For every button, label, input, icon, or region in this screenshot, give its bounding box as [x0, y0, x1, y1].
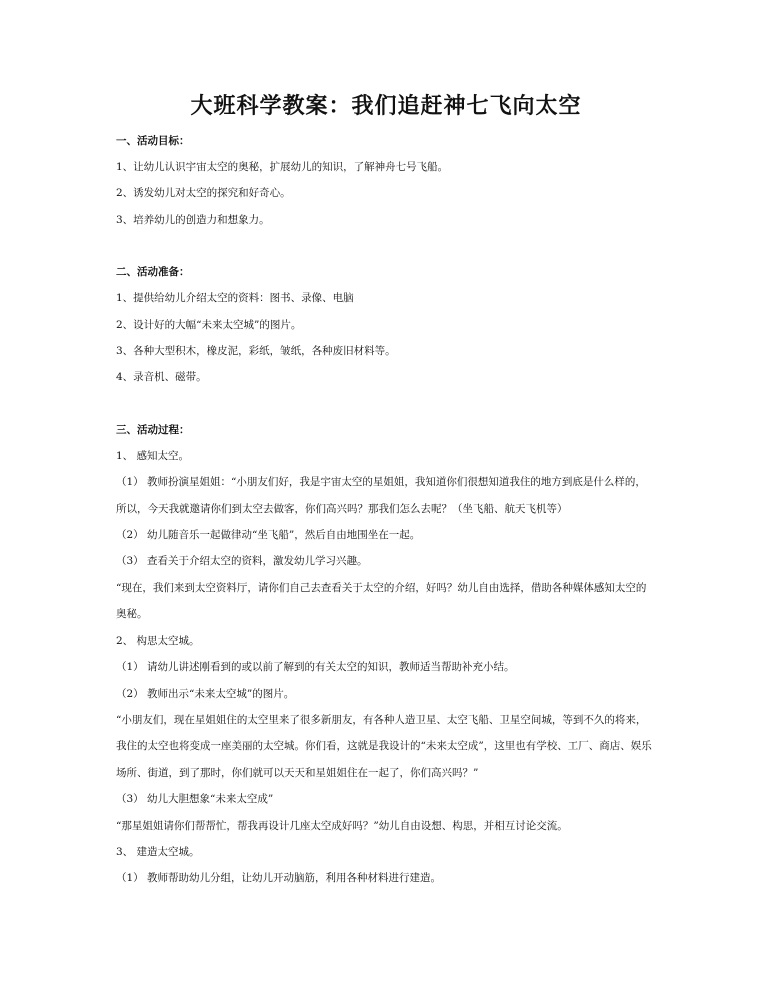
process-substep: （1） 教师帮助幼儿分组，让幼儿开动脑筋，利用各种材料进行建造。 — [116, 872, 442, 885]
process-substep: （2） 幼儿随音乐一起做律动“坐飞船”，然后自由地围坐在一起。 — [116, 529, 421, 542]
goal-item: 3、培养幼儿的创造力和想象力。 — [116, 213, 270, 226]
process-step: 3、 建造太空城。 — [116, 845, 200, 858]
process-step: 1、 感知太空。 — [116, 449, 190, 462]
process-substep: （1） 教师扮演星姐姐：“小朋友们好，我是宇宙太空的星姐姐，我知道你们很想知道我住的地方到底是什么样的，所以，今天我就邀请你们到太空去做客，你们高兴吗？那我们怎么去呢？（坐飞船、航天飞机等） — [116, 476, 646, 515]
process-substep: （2） 教师出示“未来太空城”的图片。 — [116, 687, 295, 700]
goal-item: 2、诱发幼儿对太空的探究和好奇心。 — [116, 187, 291, 200]
prep-item: 3、各种大型积木，橡皮泥，彩纸，皱纸，各种废旧材料等。 — [116, 345, 396, 358]
goal-item: 1、让幼儿认识宇宙太空的奥秘，扩展幼儿的知识，了解神舟七号飞船。 — [116, 161, 449, 173]
process-substep: （1） 请幼儿讲述刚看到的或以前了解到的有关太空的知识，教师适当帮助补充小结。 — [116, 661, 515, 674]
process-step: 2、 构思太空城。 — [116, 634, 200, 647]
prep-item: 2、设计好的大幅“未来太空城”的图片。 — [116, 318, 302, 331]
process-substep: （3） 查看关于介绍太空的资料，激发幼儿学习兴趣。 — [116, 555, 368, 568]
section-heading-goals: 一、活动目标： — [116, 135, 190, 147]
process-paragraph: “小朋友们，现在星姐姐住的太空里来了很多新朋友，有各种人造卫星、太空飞船、卫星空间城，等到不久的将来，我住的太空也将变成一座美丽的太空城。你们看，这就是我设计的“未来太空成”，这里也有学校、工厂、商店、娱乐场所、街道，到了那时，你们就可以天天和星姐姐住在一起了，你们高兴吗？” — [116, 713, 652, 779]
process-substep: （3） 幼儿大胆想象“未来太空成” — [116, 793, 274, 806]
section-heading-process: 三、活动过程： — [116, 423, 190, 436]
process-paragraph: “现在，我们来到太空资料厅，请你们自己去查看关于太空的介绍，好吗？幼儿自由选择，借助各种媒体感知太空的奥秘。 — [116, 581, 647, 621]
process-paragraph: “那星姐姐请你们帮帮忙，帮我再设计几座太空成好吗？”幼儿自由设想、构思，并相互讨论交流。 — [116, 819, 568, 832]
document-page — [116, 0, 656, 892]
document-title: 大班科学教案：我们追赶神七飞向太空 — [190, 94, 582, 119]
prep-item: 1、提供给幼儿介绍太空的资料：图书、录像、电脑 — [116, 292, 354, 305]
prep-item: 4、录音机、磁带。 — [116, 371, 207, 384]
section-heading-prep: 二、活动准备： — [116, 266, 190, 279]
